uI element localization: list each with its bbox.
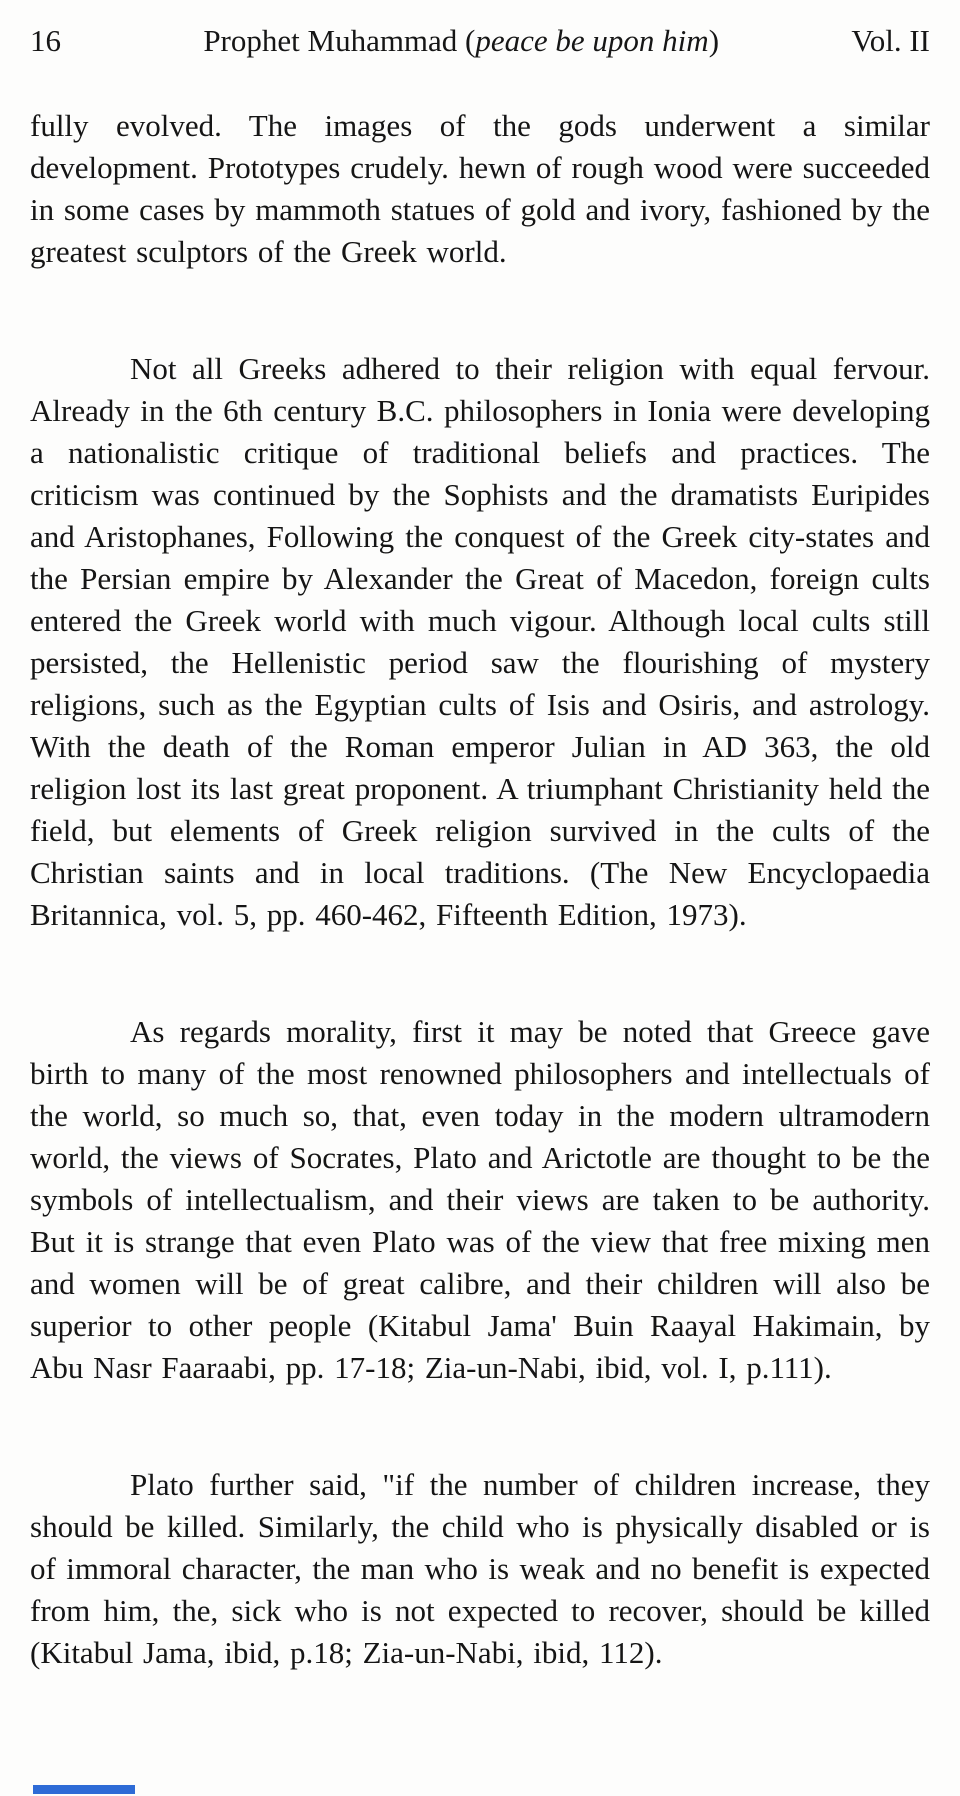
book-title: [61, 22, 821, 59]
page-body-text: [30, 105, 930, 1674]
page-number: 16: [30, 23, 61, 58]
book-title-prefix: Prophet Muhammad (: [203, 23, 476, 58]
page-header: [30, 22, 930, 59]
paragraph: fully evolved. The images of the gods underwent a similar development. Prototypes crudely. hewn of rough wood were succeeded in some cases by mammoth statues of gold and ivory, fashioned by the greatest sculptors of the Greek world.: [30, 108, 930, 270]
book-title-italic: peace be upon him: [475, 23, 709, 58]
book-title-suffix: ): [708, 23, 720, 58]
paragraph: As regards morality, first it may be noted that Greece gave birth to many of the most renowned philosophers and intellectuals of the world, so much so, that, even today in the modern ultramodern world, the views of Socrates, Plato and Arictotle are thought to be the symbols of intellectualism, and their views are taken to be authority. But it is strange that even Plato was of the view that free mixing men and women will be of great calibre, and their children will also be superior to other people (Kitabul Jama' Buin Raayal Hakimain, by Abu Nasr Faaraabi, pp. 17-18; Zia-un-Nabi, ibid, vol. I, p.111).: [30, 1014, 930, 1386]
scan-artifact-bar: [33, 1785, 135, 1794]
volume-label: Vol. II: [851, 23, 930, 58]
paragraph: Not all Greeks adhered to their religion with equal fervour. Already in the 6th century B.C. philosophers in Ionia were developing a nationalistic critique of traditional beliefs and practices. The criticism was continued by the Sophists and the dramatists Euripides and Aristophanes, Following the conquest of the Greek city-states and the Persian empire by Alexander the Great of Macedon, foreign cults entered the Greek world with much vigour. Although local cults still persisted, the Hellenistic period saw the flourishing of mystery religions, such as the Egyptian cults of Isis and Osiris, and astrology. With the death of the Roman emperor Julian in AD 363, the old religion lost its last great proponent. A triumphant Christianity held the field, but elements of Greek religion survived in the cults of the Christian saints and in local traditions. (The New Encyclopaedia Britannica, vol. 5, pp. 460-462, Fifteenth Edition, 1973).: [30, 351, 930, 933]
paragraph: Plato further said, "if the number of children increase, they should be killed. Similarly, the child who is physically disabled or is of immoral character, the man who is weak and no benefit is expected from him, the, sick who is not expected to recover, should be killed (Kitabul Jama, ibid, p.18; Zia-un-Nabi, ibid, 112).: [30, 1467, 930, 1671]
